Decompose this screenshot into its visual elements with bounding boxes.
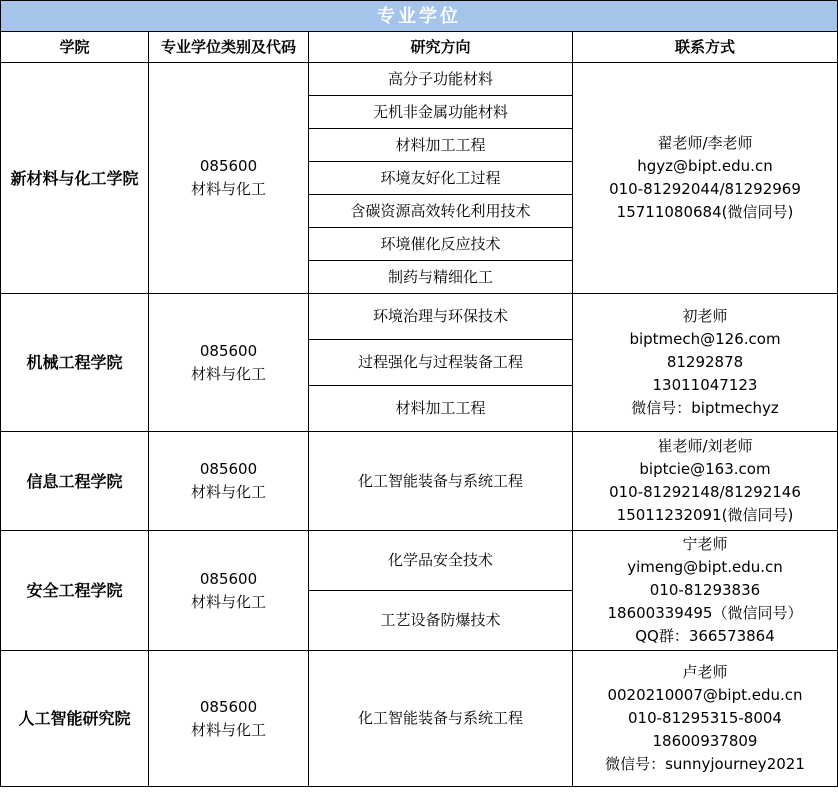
contact-line: 15011232091(微信同号) xyxy=(616,506,794,524)
contact-line: 010-81293836 xyxy=(649,581,761,599)
title-row xyxy=(1,1,838,32)
contact-line: 81292878 xyxy=(666,353,744,371)
contact-line: 崔老师/刘老师 xyxy=(657,437,753,455)
header-college: 学院 xyxy=(1,32,149,63)
degree-name: 材料与化工 xyxy=(190,364,266,383)
college-name: 机械工程学院 xyxy=(1,294,149,432)
table-row xyxy=(1,432,838,531)
degree-cell xyxy=(149,531,309,651)
direction-cell: 环境友好化工过程 xyxy=(309,162,573,195)
header-row xyxy=(1,32,838,63)
degree-cell xyxy=(149,63,309,294)
table-row xyxy=(1,651,838,787)
degree-code: 085600 xyxy=(199,157,258,175)
degree-name: 材料与化工 xyxy=(190,592,266,611)
table-row xyxy=(1,294,838,340)
direction-cell: 制药与精细化工 xyxy=(309,261,573,294)
direction-cell: 过程强化与过程装备工程 xyxy=(309,340,573,386)
contact-cell xyxy=(573,63,838,294)
direction-cell: 环境治理与环保技术 xyxy=(309,294,573,340)
degree-name: 材料与化工 xyxy=(190,720,266,739)
direction-cell: 化工智能装备与系统工程 xyxy=(309,432,573,531)
contact-line: 18600339495（微信同号） xyxy=(607,604,803,622)
contact-line: 010-81292044/81292969 xyxy=(609,180,801,198)
contact-line: 宁老师 xyxy=(682,535,728,553)
degree-cell xyxy=(149,294,309,432)
direction-cell: 无机非金属功能材料 xyxy=(309,96,573,129)
contact-line: 13011047123 xyxy=(652,376,758,394)
table-title: 专业学位 xyxy=(1,1,838,32)
table-row xyxy=(1,531,838,591)
contact-line: 010-81292148/81292146 xyxy=(609,483,801,501)
degree-code: 085600 xyxy=(199,341,258,360)
contact-line: 微信号：sunnyjourney2021 xyxy=(605,755,805,773)
college-name: 新材料与化工学院 xyxy=(1,63,149,294)
contact-line: QQ群：366573864 xyxy=(635,627,775,645)
contact-line: 15711080684(微信同号) xyxy=(616,203,794,221)
degree-name: 材料与化工 xyxy=(190,180,266,198)
college-name: 信息工程学院 xyxy=(1,432,149,531)
direction-cell: 环境催化反应技术 xyxy=(309,228,573,261)
contact-cell xyxy=(573,531,838,651)
degree-code: 085600 xyxy=(199,569,258,588)
contact-line: 010-81295315-8004 xyxy=(628,709,782,727)
direction-cell: 工艺设备防爆技术 xyxy=(309,591,573,651)
college-name: 安全工程学院 xyxy=(1,531,149,651)
direction-cell: 含碳资源高效转化利用技术 xyxy=(309,195,573,228)
direction-cell: 材料加工工程 xyxy=(309,129,573,162)
contact-line: 微信号：biptmechyz xyxy=(631,399,779,417)
contact-cell xyxy=(573,294,838,432)
contact-cell xyxy=(573,432,838,531)
header-degree: 专业学位类别及代码 xyxy=(149,32,309,63)
contact-line: 18600937809 xyxy=(652,732,758,750)
contact-line: biptcie@163.com xyxy=(639,460,771,478)
contact-line: 卢老师 xyxy=(682,663,728,681)
header-contact: 联系方式 xyxy=(573,32,838,63)
contact-line: yimeng@bipt.edu.cn xyxy=(627,558,783,576)
direction-cell: 高分子功能材料 xyxy=(309,63,573,96)
contact-line: hgyz@bipt.edu.cn xyxy=(637,157,773,175)
college-name: 人工智能研究院 xyxy=(1,651,149,787)
contact-cell xyxy=(573,651,838,787)
contact-line: 初老师 xyxy=(682,307,728,325)
direction-cell: 化学品安全技术 xyxy=(309,531,573,591)
direction-cell: 材料加工工程 xyxy=(309,386,573,432)
degree-cell xyxy=(149,651,309,787)
direction-cell: 化工智能装备与系统工程 xyxy=(309,651,573,787)
degree-code: 085600 xyxy=(199,697,258,716)
contact-line: 0020210007@bipt.edu.cn xyxy=(607,686,803,704)
contact-line: biptmech@126.com xyxy=(629,330,781,348)
degree-code: 085600 xyxy=(199,460,258,478)
contact-line: 翟老师/李老师 xyxy=(657,134,753,152)
degree-cell xyxy=(149,432,309,531)
header-direction: 研究方向 xyxy=(309,32,573,63)
table-row xyxy=(1,63,838,96)
degree-name: 材料与化工 xyxy=(190,483,266,501)
